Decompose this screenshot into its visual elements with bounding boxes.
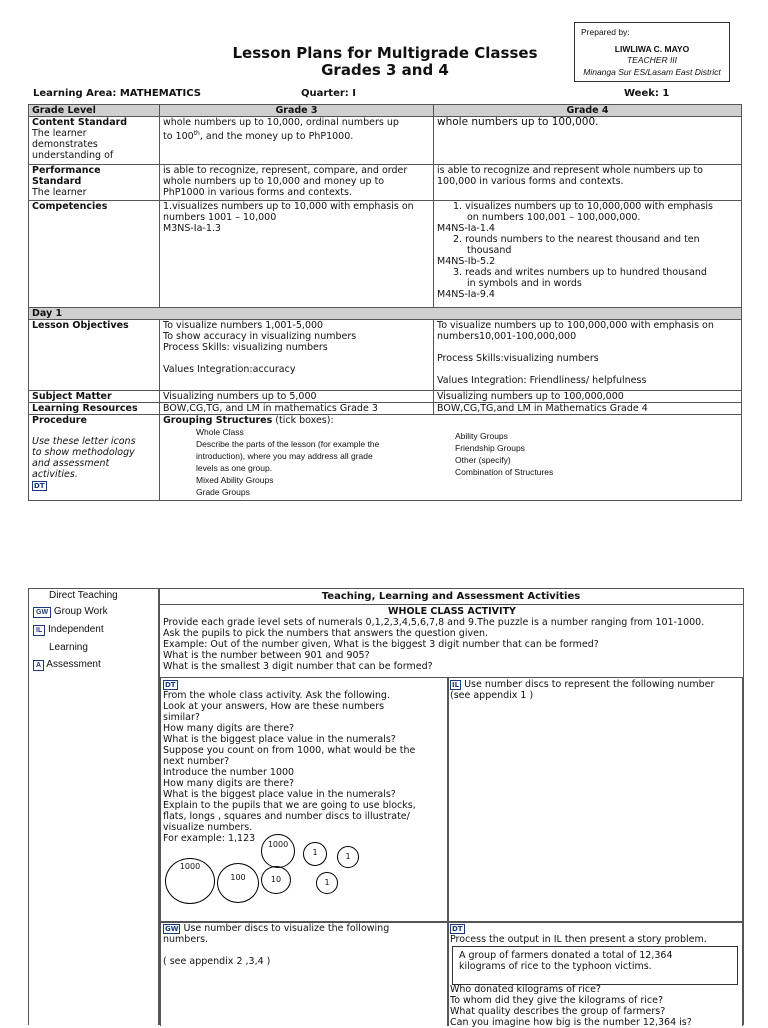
gw-icon: GW bbox=[165, 925, 179, 933]
competency-g4-line: 2. rounds numbers to the nearest thousand and ten bbox=[453, 234, 700, 245]
whole-class-line: Provide each grade level sets of numerals 0,1,2,3,4,5,6,7,8 and 9.The puzzle is a number ranging from 101-1000. bbox=[163, 617, 705, 628]
g3-dt-line: How many digits are there? bbox=[163, 723, 295, 734]
performance-g3-line: whole numbers up to 10,000 and money up to bbox=[163, 176, 385, 187]
content-standard-desc: The learner bbox=[32, 128, 87, 139]
g3-dt-line: Introduce the number 1000 bbox=[163, 767, 295, 778]
lesson-plan-table bbox=[28, 104, 742, 501]
grouping-options-col2 bbox=[455, 430, 553, 478]
procedure-note: activities. bbox=[32, 469, 78, 480]
objective-g4-line bbox=[437, 342, 738, 353]
objective-g3-line bbox=[163, 353, 430, 364]
prepared-by-box bbox=[574, 22, 730, 82]
procedure-note: and assessment bbox=[32, 458, 110, 469]
g3-dt-line: next number? bbox=[163, 756, 230, 767]
g3-gw-line bbox=[163, 945, 389, 956]
competency-g4-line: M4NS-Ia-9.4 bbox=[437, 289, 495, 300]
objective-g3-line: To show accuracy in visualizing numbers bbox=[163, 331, 357, 342]
g3-gw-cell bbox=[160, 921, 449, 1026]
grouping-option[interactable]: Grade Groups bbox=[196, 487, 250, 497]
procedure-note: Use these letter icons bbox=[32, 436, 136, 447]
objective-g3-line: Values Integration:accuracy bbox=[163, 364, 296, 375]
number-disc-1000: 1000 bbox=[165, 858, 215, 904]
g4-dt-cell bbox=[447, 921, 743, 1026]
gw-icon: GW bbox=[33, 607, 51, 618]
legend-assessment: A Assessment bbox=[33, 659, 101, 671]
performance-g4-line: 100,000 in various forms and contexts. bbox=[437, 176, 624, 187]
competency-g4-line: in symbols and in words bbox=[467, 278, 582, 289]
whole-class-line: What is the number between 901 and 905? bbox=[163, 650, 370, 661]
number-disc-1: 1 bbox=[316, 872, 338, 894]
g3-dt-line: What is the biggest place value in the numerals? bbox=[163, 734, 396, 745]
methodology-legend bbox=[28, 588, 160, 1025]
page-subtitle: Grades 3 and 4 bbox=[321, 61, 449, 79]
activities-header: Teaching, Learning and Assessment Activities bbox=[159, 589, 743, 605]
question-line: What quality describes the group of farmers? bbox=[450, 1006, 666, 1017]
grouping-option-desc: levels as one group. bbox=[196, 463, 273, 473]
performance-g3-line: PhP1000 in various forms and contexts. bbox=[163, 187, 352, 198]
competency-g4-line: thousand bbox=[467, 245, 512, 256]
resources-row bbox=[29, 403, 742, 415]
activities-section bbox=[158, 588, 744, 1028]
objective-g3-line: To visualize numbers 1,001-5,000 bbox=[163, 320, 324, 331]
il-icon: IL bbox=[33, 625, 45, 636]
g3-gw-text bbox=[163, 923, 389, 967]
dt-icon: DT bbox=[34, 482, 45, 490]
subject-matter-g3: Visualizing numbers up to 5,000 bbox=[160, 391, 434, 403]
performance-g4-line: is able to recognize and represent whole numbers up to bbox=[437, 165, 703, 176]
whole-class-line: Ask the pupils to pick the numbers that answers the question given. bbox=[163, 628, 488, 639]
g3-dt-line: similar? bbox=[163, 712, 200, 723]
grouping-option[interactable]: Friendship Groups bbox=[455, 443, 525, 453]
objective-g4-line: numbers10,001-100,000,000 bbox=[437, 331, 577, 342]
competency-g4-line: on numbers 100,001 – 100,000,000. bbox=[467, 212, 641, 223]
competencies-label: Competencies bbox=[32, 201, 108, 212]
day-label: Day 1 bbox=[29, 308, 742, 320]
number-disc-1: 1 bbox=[337, 846, 359, 868]
il-icon: IL bbox=[452, 681, 460, 689]
whole-class-line: What is the smallest 3 digit number that can be formed? bbox=[163, 661, 433, 672]
procedure-note: to show methodology bbox=[32, 447, 135, 458]
competency-g4-line: M4NS-Ib-5.2 bbox=[437, 256, 496, 267]
header-grade-level: Grade Level bbox=[29, 105, 160, 117]
g3-dt-line: visualize numbers. bbox=[163, 822, 253, 833]
g4-dt-intro: Process the output in IL then present a story problem. bbox=[450, 934, 707, 945]
number-disc-1000: 1000 bbox=[261, 834, 295, 868]
grouping-option[interactable]: Ability Groups bbox=[455, 431, 508, 441]
legend-learning: Learning bbox=[49, 642, 88, 653]
g4-dt-questions bbox=[450, 984, 692, 1028]
grouping-option[interactable]: Mixed Ability Groups bbox=[196, 475, 274, 485]
procedure-label: Procedure bbox=[32, 415, 87, 426]
resources-label: Learning Resources bbox=[29, 403, 160, 415]
procedure-row bbox=[29, 415, 742, 501]
subject-matter-label: Subject Matter bbox=[29, 391, 160, 403]
question-line: Can you imagine how big is the number 12,364 is? bbox=[450, 1017, 692, 1028]
competency-g3-line: 1.visualizes numbers up to 10,000 with emphasis on bbox=[163, 201, 414, 212]
legend-independent-learning: IL Independent bbox=[33, 624, 104, 636]
objective-g4-line: Values Integration: Friendliness/ helpfulness bbox=[437, 375, 647, 386]
content-standard-desc: understanding of bbox=[32, 150, 114, 161]
g3-dt-text bbox=[163, 679, 416, 844]
performance-g3-line: is able to recognize, represent, compare, and order bbox=[163, 165, 408, 176]
whole-class-line: Example: Out of the number given, What is the biggest 3 digit number that can be formed? bbox=[163, 639, 599, 650]
content-standard-label: Content Standard bbox=[32, 117, 128, 128]
story-line: kilograms of rice to the typhoon victims. bbox=[459, 961, 652, 972]
competency-g4-line: 1. visualizes numbers up to 10,000,000 with emphasis bbox=[453, 201, 713, 212]
objective-g4-line: Process Skills:visualizing numbers bbox=[437, 353, 599, 364]
whole-class-activity bbox=[163, 606, 741, 672]
g3-gw-line: GW Use number discs to visualize the following bbox=[165, 923, 390, 934]
g3-dt-line: What is the biggest place value in the numerals? bbox=[163, 789, 396, 800]
dt-icon: DT bbox=[452, 925, 463, 933]
grouping-option[interactable]: Other (specify) bbox=[455, 455, 511, 465]
number-disc-10: 10 bbox=[261, 866, 291, 894]
g3-dt-cell bbox=[160, 677, 449, 923]
g3-dt-line: For example: 1,123 bbox=[163, 833, 256, 844]
g3-gw-line: ( see appendix 2 ,3,4 ) bbox=[163, 956, 271, 967]
objective-g4-line bbox=[437, 364, 738, 375]
competencies-row bbox=[29, 201, 742, 308]
performance-standard-label-2: Standard bbox=[32, 176, 82, 187]
content-standard-g4: whole numbers up to 100,000. bbox=[437, 116, 599, 128]
grouping-structures: Grouping Structures (tick boxes): bbox=[163, 415, 334, 426]
content-standard-g3: whole numbers up to 10,000, ordinal numbers up bbox=[163, 117, 399, 128]
g4-il-line: (see appendix 1 ) bbox=[450, 690, 534, 701]
subject-matter-g4: Visualizing numbers up to 100,000,000 bbox=[434, 391, 742, 403]
grouping-option[interactable]: Whole Class bbox=[196, 427, 244, 437]
story-problem-box bbox=[452, 946, 738, 985]
grouping-options-col1 bbox=[163, 426, 738, 498]
g4-il-line: IL Use number discs to represent the following number bbox=[452, 679, 715, 690]
number-disc-100: 100 bbox=[217, 863, 259, 903]
teacher-district: Minanga Sur ES/Lasam East District bbox=[583, 67, 721, 77]
number-disc-1: 1 bbox=[303, 842, 327, 866]
performance-standard-row bbox=[29, 165, 742, 201]
grouping-option[interactable]: Combination of Structures bbox=[455, 467, 554, 477]
question-line: To whom did they give the kilograms of rice? bbox=[450, 995, 664, 1006]
competency-g3-line: numbers 1001 – 10,000 bbox=[163, 212, 277, 223]
legend-group-work: GW Group Work bbox=[33, 606, 108, 618]
day-row bbox=[29, 308, 742, 320]
content-standard-g3-line2: to 100th, and the money up to PhP1000. bbox=[163, 130, 354, 143]
g4-dt-text bbox=[450, 923, 707, 945]
objective-g4-line: To visualize numbers up to 100,000,000 with emphasis on bbox=[437, 320, 714, 331]
g3-dt-line: From the whole class activity. Ask the following. bbox=[163, 690, 390, 701]
table-header-row bbox=[29, 105, 742, 117]
resources-g4: BOW,CG,TG,and LM in Mathematics Grade 4 bbox=[434, 403, 742, 415]
g3-dt-line: How many digits are there? bbox=[163, 778, 295, 789]
objectives-label: Lesson Objectives bbox=[32, 320, 129, 331]
content-standard-desc: demonstrates bbox=[32, 139, 98, 150]
learning-area: Learning Area: MATHEMATICS bbox=[33, 88, 201, 99]
teacher-position: TEACHER III bbox=[626, 55, 678, 65]
grouping-option-desc: introduction), where you may address all grade bbox=[196, 451, 373, 461]
g3-gw-line: numbers. bbox=[163, 934, 209, 945]
week: Week: 1 bbox=[624, 88, 670, 99]
page-title: Lesson Plans for Multigrade Classes bbox=[232, 44, 538, 62]
objective-g3-line: Process Skills: visualizing numbers bbox=[163, 342, 328, 353]
quarter: Quarter: I bbox=[301, 88, 356, 99]
prepared-by-label: Prepared by: bbox=[581, 27, 630, 37]
g3-dt-line: flats, longs , squares and number discs to illustrate/ bbox=[163, 811, 410, 822]
resources-g3: BOW,CG,TG, and LM in mathematics Grade 3 bbox=[160, 403, 434, 415]
header-grade3: Grade 3 bbox=[160, 105, 434, 117]
dt-icon: DT bbox=[165, 681, 176, 689]
legend-direct-teaching: Direct Teaching bbox=[49, 590, 118, 601]
g3-dt-line: Explain to the pupils that we are going to use blocks, bbox=[163, 800, 416, 811]
performance-standard-desc: The learner bbox=[32, 187, 87, 198]
teacher-name: LIWLIWA C. MAYO bbox=[614, 44, 690, 54]
objectives-row bbox=[29, 320, 742, 391]
a-icon: A bbox=[33, 660, 44, 671]
competency-g3-line: M3NS-Ia-1.3 bbox=[163, 223, 221, 234]
header-grade4: Grade 4 bbox=[434, 105, 742, 117]
subject-matter-row bbox=[29, 391, 742, 403]
grouping-option-desc: Describe the parts of the lesson (for example the bbox=[196, 439, 380, 449]
whole-class-title: WHOLE CLASS ACTIVITY bbox=[388, 606, 516, 617]
performance-standard-label: Performance bbox=[32, 165, 101, 176]
g4-il-text bbox=[450, 679, 714, 701]
content-standard-row bbox=[29, 117, 742, 165]
question-line: Who donated kilograms of rice? bbox=[450, 984, 601, 995]
competency-g4-line: M4NS-Ia-1.4 bbox=[437, 223, 495, 234]
g3-dt-line: Suppose you count on from 1000, what would be the bbox=[163, 745, 416, 756]
competency-g4-line: 3. reads and writes numbers up to hundred thousand bbox=[453, 267, 707, 278]
story-line: A group of farmers donated a total of 12,364 bbox=[459, 950, 673, 961]
g3-dt-line: Look at your answers, How are these numbers bbox=[163, 701, 385, 712]
g4-il-cell bbox=[447, 677, 743, 923]
